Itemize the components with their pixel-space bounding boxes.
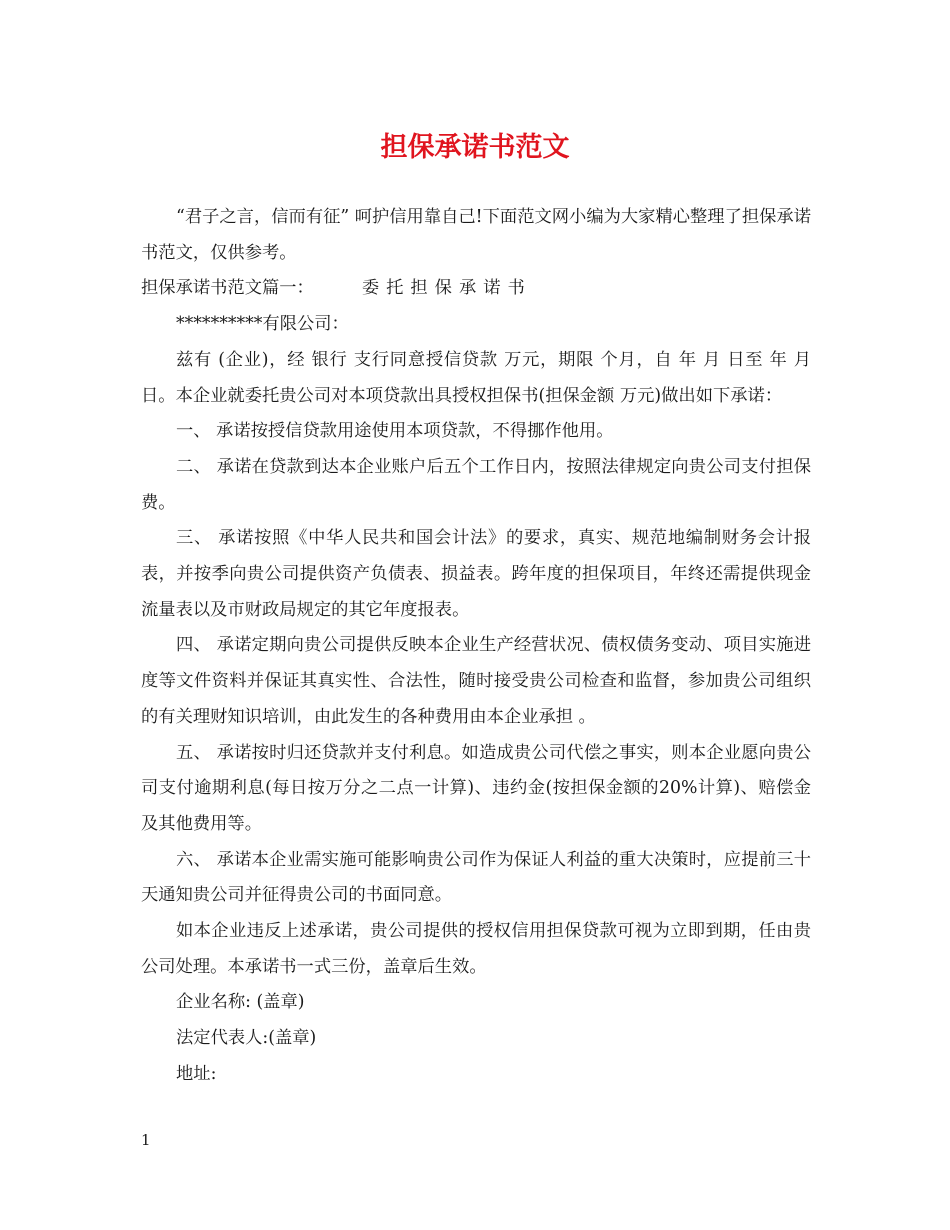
commitment-item-3: 三、 承诺按照《中华人民共和国会计法》的要求，真实、规范地编制财务会计报表，并按季向贵公司提供资产负债表、损益表。跨年度的担保项目，年终还需提供现金流量表以及市财政局规定的其它年度报表。 bbox=[141, 528, 811, 620]
address-line: 地址: bbox=[176, 1063, 217, 1084]
commitment-item-6: 六、 承诺本企业需实施可能影响贵公司作为保证人利益的重大决策时，应提前三十天通知贵公司并征得贵公司的书面同意。 bbox=[141, 849, 811, 906]
section-heading-label: 担保承诺书范文篇一： bbox=[141, 278, 314, 299]
addressee-line: **********有限公司： bbox=[176, 314, 349, 335]
commitment-item-5: 五、 承诺按时归还贷款并支付利息。如造成贵公司代偿之事实，则本企业愿向贵公司支付逾期利息(每日按万分之二点一计算)、违约金(按担保金额的20%计算)、赔偿金及其他费用等。 bbox=[141, 742, 811, 834]
commitment-item-1: 一、 承诺按授信贷款用途使用本项贷款，不得挪作他用。 bbox=[176, 421, 614, 442]
legal-rep-line: 法定代表人:(盖章) bbox=[176, 1028, 317, 1049]
document-title: 担保承诺书范文 bbox=[380, 132, 570, 163]
document-body bbox=[141, 200, 811, 1093]
company-name-line: 企业名称: (盖章) bbox=[176, 992, 305, 1013]
section-heading bbox=[141, 271, 811, 307]
commitment-item-2: 二、 承诺在贷款到达本企业账户后五个工作日内，按照法律规定向贵公司支付担保费。 bbox=[141, 456, 811, 513]
section-heading-title: 委托担保承诺书 bbox=[361, 278, 532, 299]
closing-paragraph: 如本企业违反上述承诺，贵公司提供的授权信用担保贷款可视为立即到期，任由贵公司处理。本承诺书一式三份，盖章后生效。 bbox=[141, 921, 811, 977]
body-paragraph: 兹有 (企业)，经 银行 支行同意授信贷款 万元，期限 个月，自 年 月 日至 年 月 日。本企业就委托贵公司对本项贷款出具授权担保书(担保金额 万元)做出如下承诺： bbox=[141, 349, 811, 406]
page-number: 1 bbox=[141, 1131, 151, 1149]
commitment-item-4: 四、 承诺定期向贵公司提供反映本企业生产经营状况、债权债务变动、项目实施进度等文件资料并保证其真实性、合法性，随时接受贵公司检查和监督，参加贵公司组织的有关理财知识培训，由此发生的各种费用由本企业承担 。 bbox=[141, 635, 811, 727]
intro-paragraph: “君子之言，信而有征” 呵护信用靠自己!下面范文网小编为大家精心整理了担保承诺书范文，仅供参考。 bbox=[141, 207, 811, 263]
